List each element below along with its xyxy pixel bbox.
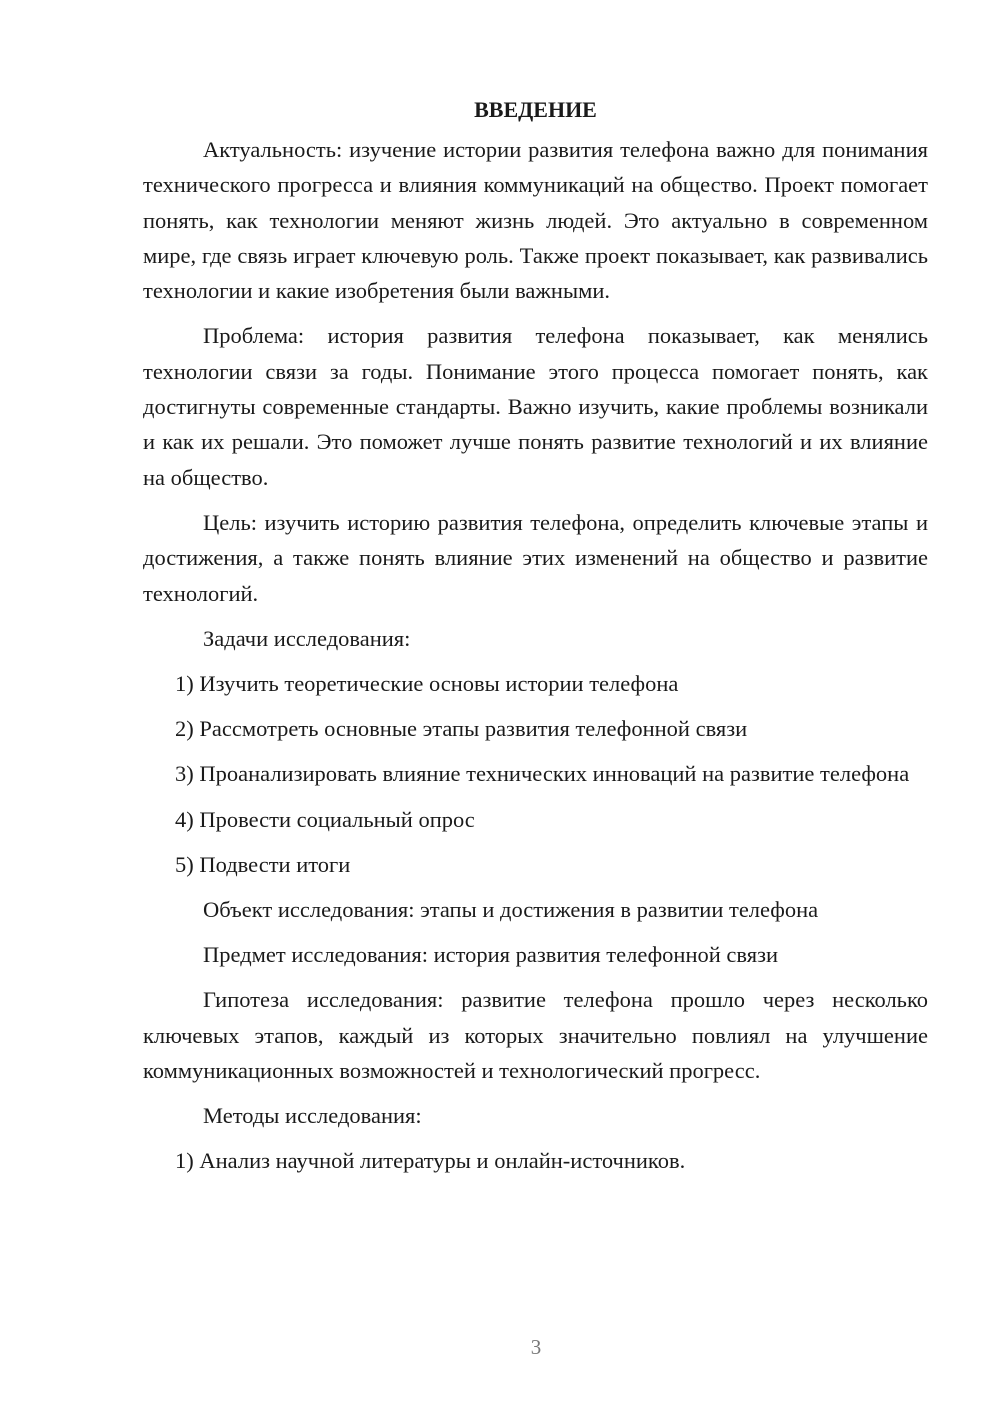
- problem-paragraph: Проблема: история развития телефона показывает, как менялись технологии связи за годы. Понимание этого процесса помогает понять, как достигнуты современные стандарты. Важно изучить, какие проблемы возникали и как их решали. Это поможет лучше понять развитие технологий и их влияние на общество.: [143, 323, 928, 490]
- section-heading: ВВЕДЕНИЕ: [474, 97, 597, 122]
- research-subject: Предмет исследования: история развития телефонной связи: [203, 942, 779, 968]
- task-item: 4) Провести социальный опрос: [175, 806, 475, 832]
- relevance-paragraph: Актуальность: изучение истории развития телефона важно для понимания технического прогресса и влияния коммуникаций на общество. Проект помогает понять, как технологии меняют жизнь людей. Это актуально в современном мире, где связь играет ключевую роль. Также проект показывает, как развивались технологии и какие изобретения были важными.: [143, 137, 928, 304]
- methods-title: Методы исследования:: [203, 1103, 422, 1129]
- research-object: Объект исследования: этапы и достижения в развитии телефона: [203, 897, 819, 923]
- tasks-title: Задачи исследования:: [203, 625, 411, 651]
- task-item: 3) Проанализировать влияние технических инноваций на развитие телефона: [175, 761, 910, 787]
- hypothesis-paragraph: Гипотеза исследования: развитие телефона прошло через несколько ключевых этапов, каждый из которых значительно повлиял на улучшение коммуникационных возможностей и технологический прогресс.: [143, 987, 928, 1083]
- page-content: [143, 90, 928, 1179]
- task-item: 2) Рассмотреть основные этапы развития телефонной связи: [175, 716, 748, 742]
- task-item: 5) Подвести итоги: [175, 852, 351, 878]
- task-item: 1) Изучить теоретические основы истории телефона: [175, 670, 679, 696]
- method-item: 1) Анализ научной литературы и онлайн-источников.: [175, 1148, 686, 1174]
- page-number: 3: [530, 1335, 542, 1359]
- goal-paragraph: Цель: изучить историю развития телефона, определить ключевые этапы и достижения, а также понять влияние этих изменений на общество и развитие технологий.: [143, 509, 928, 606]
